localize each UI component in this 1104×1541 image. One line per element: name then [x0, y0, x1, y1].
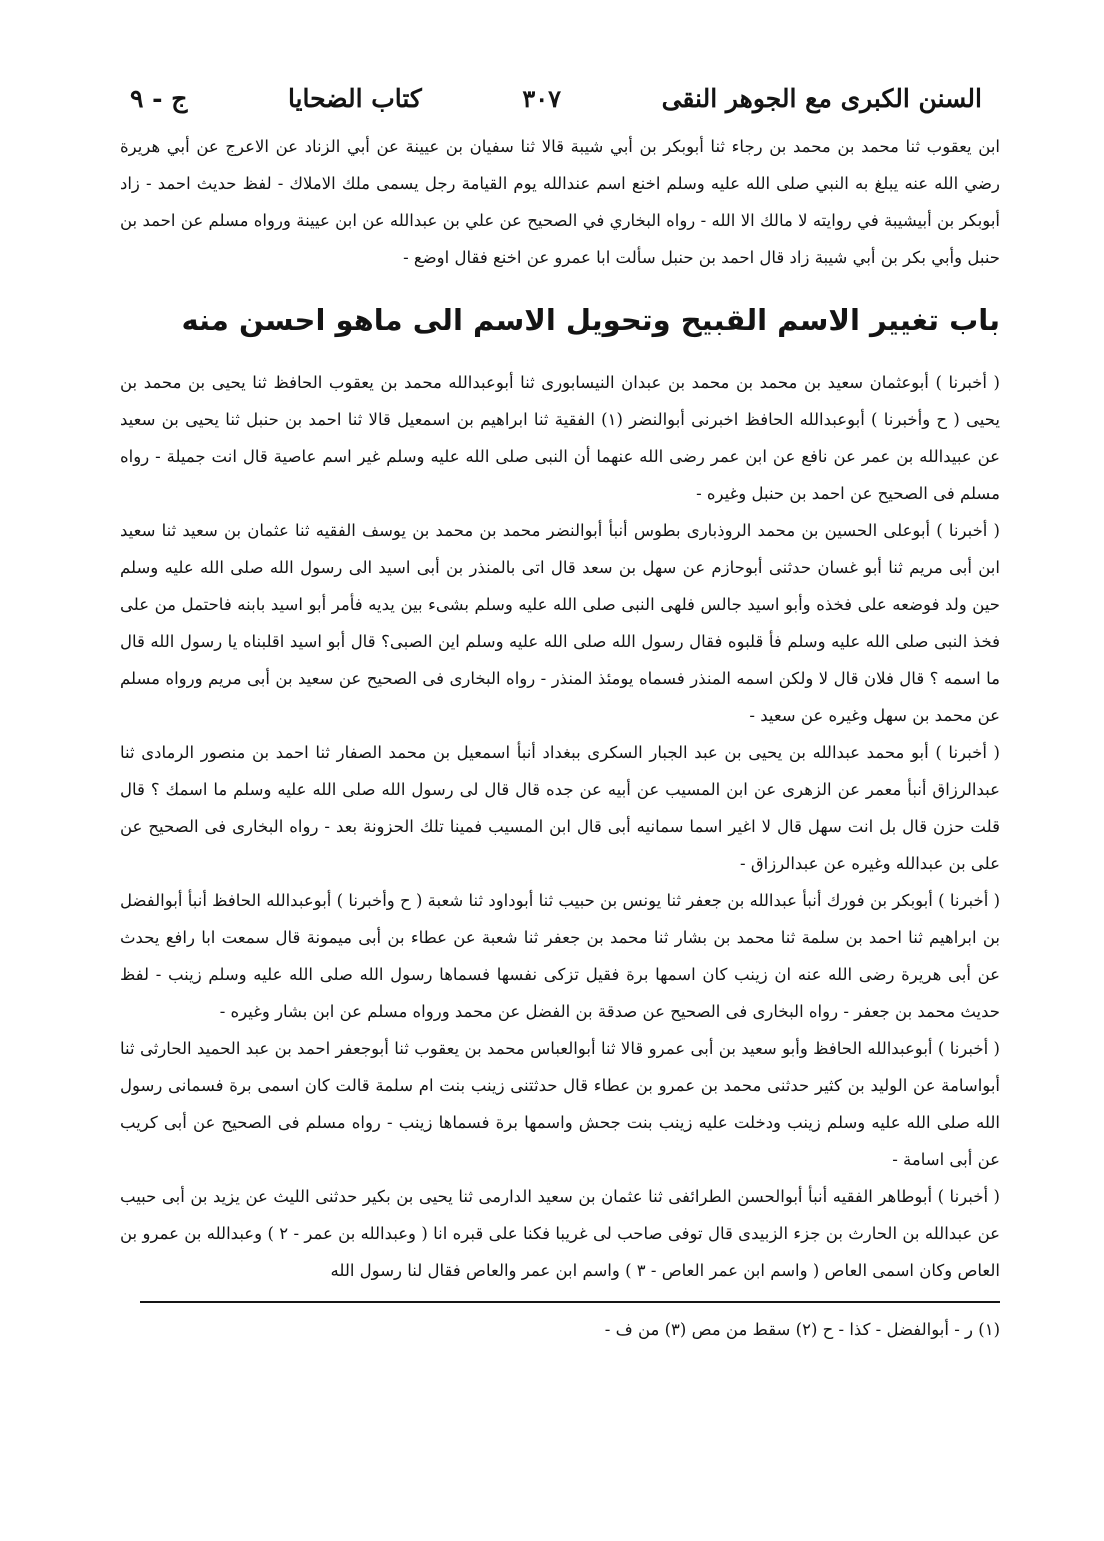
- header-volume: ج - ٩: [130, 84, 188, 113]
- header-book-title: كتاب الضحايا: [287, 84, 422, 113]
- hadith-paragraph-3: ( أخبرنا ) أبو محمد عبدالله بن يحيى بن عبد الجبار السكرى ببغداد أنبأ اسمعيل بن محمد الصفار ثنا احمد بن منصور الرمادى ثنا عبدالرزاق أنبأ معمر عن الزهرى عن ابن المسيب عن أبيه عن جده قال قال لى رسول الله صلى الله عليه وسلم ما اسمك ؟ قال قلت حزن قال بل انت سهل قال لا اغير اسما سمانيه أبى قال ابن المسيب فمينا تلك الحزونة بعد - رواه البخارى فى الصحيح عن على بن عبدالله وغيره عن عبدالرزاق -: [120, 743, 1000, 873]
- body-text: [120, 128, 1000, 1289]
- hadith-paragraph-6: ( أخبرنا ) أبوطاهر الفقيه أنبأ أبوالحسن الطرائفى ثنا عثمان بن سعيد الدارمى ثنا يحيى بن بكير حدثنى الليث عن يزيد بن أبى حبيب عن عبدالله بن الحارث بن جزء الزبيدى قال توفى صاحب لى غريبا فكنا على قبره انا ( وعبدالله بن عمر - ٢ ) وعبدالله بن عمرو بن العاص وكان اسمى العاص ( واسم ابن عمر العاص - ٣ ) واسم ابن عمر والعاص فقال لنا رسول الله: [120, 1187, 1000, 1280]
- footnote-divider: [140, 1301, 1000, 1303]
- running-header: [120, 70, 1000, 128]
- intro-paragraph: ابن يعقوب ثنا محمد بن محمد بن رجاء ثنا أبوبكر بن أبي شيبة قالا ثنا سفيان بن عيينة عن أبي الزناد عن الاعرج عن أبي هريرة رضي الله عنه يبلغ به النبي صلى الله عليه وسلم اخنع اسم عندالله يوم القيامة رجل يسمى ملك الاملاك - لفظ حديث احمد - زاد أبوبكر بن أبيشيبة في روايته لا مالك الا الله - رواه البخاري في الصحيح عن علي بن عبدالله عن ابن عيينة ورواه مسلم عن احمد بن حنبل وأبي بكر بن أبي شيبة زاد قال احمد بن حنبل سألت ابا عمرو عن اخنع فقال اوضع -: [120, 137, 1000, 267]
- header-title: السنن الكبرى مع الجوهر النقى: [661, 84, 982, 113]
- page-number: ٣٠٧: [522, 84, 562, 113]
- hadith-paragraph-5: ( أخبرنا ) أبوعبدالله الحافظ وأبو سعيد بن أبى عمرو قالا ثنا أبوالعباس محمد بن يعقوب ثنا أبوجعفر احمد بن عبد الحميد الحارثى ثنا أبواسامة عن الوليد بن كثير حدثنى محمد بن عمرو بن عطاء قال حدثتنى زينب بنت ام سلمة قالت كان اسمى برة فسمانى رسول الله صلى الله عليه وسلم زينب ودخلت عليه زينب بنت جحش واسمها برة فسماها زينب - رواه مسلم فى الصحيح عن أبى كريب عن أبى اسامة -: [120, 1039, 1000, 1169]
- book-page: [120, 70, 1000, 1490]
- footnote: (١) ر - أبوالفضل - كذا - ح (٢) سقط من مص (٣) من ف -: [604, 1320, 1000, 1339]
- hadith-paragraph-4: ( أخبرنا ) أبوبكر بن فورك أنبأ عبدالله بن جعفر ثنا يونس بن حبيب ثنا أبوداود ثنا شعبة ( ح وأخبرنا ) أبوعبدالله الحافظ أنبأ أبوالفضل بن ابراهيم ثنا احمد بن سلمة ثنا محمد بن بشار ثنا محمد بن جعفر ثنا شعبة عن عطاء بن أبى ميمونة قال سمعت ابا رافع يحدث عن أبى هريرة رضى الله عنه ان زينب كان اسمها برة فقيل تزكى نفسها فسماها رسول الله صلى الله عليه وسلم زينب - لفظ حديث محمد بن جعفر - رواه البخارى فى الصحيح عن صدقة بن الفضل عن محمد ورواه مسلم عن ابن بشار وغيره -: [120, 891, 1000, 1021]
- chapter-title: باب تغيير الاسم القبيح وتحويل الاسم الى ماهو احسن منه: [181, 303, 1000, 337]
- hadith-paragraph-1: ( أخبرنا ) أبوعثمان سعيد بن محمد بن محمد بن عبدان النيسابورى ثنا أبوعبدالله محمد بن يعقوب الحافظ ثنا يحيى بن محمد بن يحيى ( ح وأخبرنا ) أبوعبدالله الحافظ اخبرنى أبوالنضر (١) الفقية ثنا ابراهيم بن اسمعيل قالا ثنا احمد بن حنبل ثنا يحيى بن سعيد عن عبيدالله بن عمر عن نافع عن ابن عمر رضى الله عنهما أن النبى صلى الله عليه وسلم غير اسم عاصية قال انت جميلة - رواه مسلم فى الصحيح عن احمد بن حنبل وغيره -: [120, 373, 1000, 503]
- hadith-paragraph-2: ( أخبرنا ) أبوعلى الحسين بن محمد الروذبارى بطوس أنبأ أبوالنضر محمد بن محمد بن يوسف الفقيه ثنا عثمان بن سعيد ثنا سعيد ابن أبى مريم ثنا أبو غسان حدثنى أبوحازم عن سهل بن سعد قال اتى بالمنذر بن أبى اسيد الى رسول الله صلى الله عليه وسلم حين ولد فوضعه على فخذه وأبو اسيد جالس فلهى النبى صلى الله عليه وسلم بشىء بين يديه فأمر أبو اسيد بابنه فاحتمل من على فخذ النبى صلى الله عليه وسلم فأ قلبوه فقال رسول الله صلى الله عليه وسلم اين الصبى؟ قال أبو اسيد اقلبناه يا رسول الله قال ما اسمه ؟ قال فلان قال لا ولكن اسمه المنذر فسماه يومئذ المنذر - رواه البخارى فى الصحيح عن سعيد بن أبى مريم ورواه مسلم عن محمد بن سهل وغيره عن سعيد -: [120, 521, 1000, 725]
